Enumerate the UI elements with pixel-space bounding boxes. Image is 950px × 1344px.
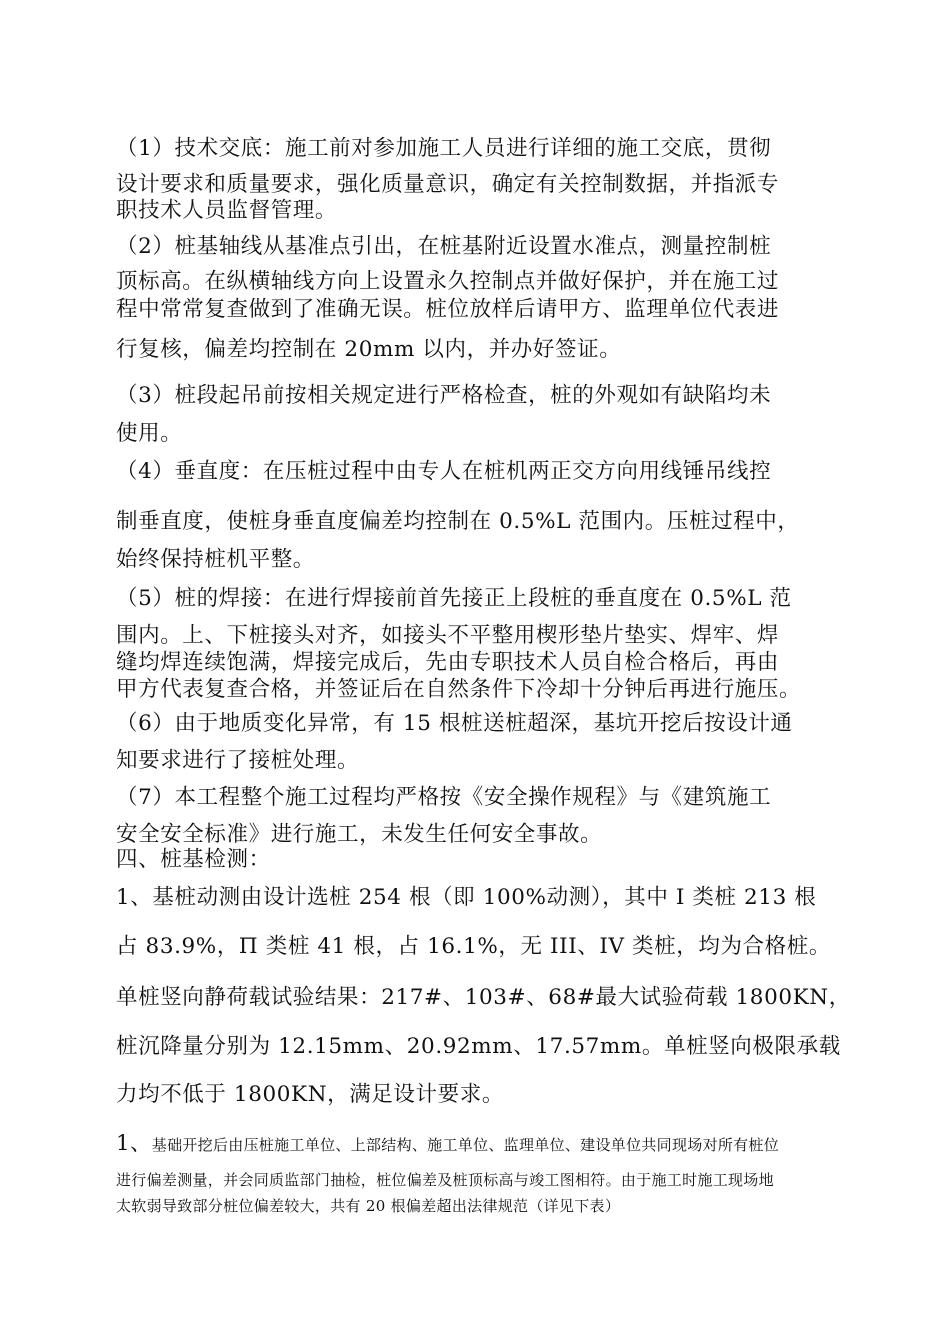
paragraph-1-line-3: 职技术人员监督管理。	[116, 198, 338, 223]
paragraph-4-line-3: 始终保持桩机平整。	[116, 547, 315, 572]
paragraph-8-line-2: 占 83.9%，Π 类桩 41 根，占 16.1%，无 III、IV 类桩，均为合格桩。	[116, 934, 831, 959]
section-heading: 四、桩基检测：	[116, 847, 271, 872]
paragraph-3-line-2: 使用。	[116, 421, 183, 446]
paragraph-5-line-4: 甲方代表复查合格，并签证后在自然条件下冷却十分钟后再进行施压。	[116, 677, 802, 702]
paragraph-8-line-3: 单桩竖向静荷载试验结果：217#、103#、68#最大试验荷载 1800KN，	[116, 985, 851, 1010]
paragraph-5-line-3: 缝均焊连续饱满，焊接完成后，先由专职技术人员自检合格后，再由	[116, 650, 780, 675]
paragraph-2-line-2: 顶标高。在纵横轴线方向上设置永久控制点并做好保护，并在施工过	[116, 269, 780, 294]
paragraph-5-line-2: 围内。上、下桩接头对齐，如接头不平整用楔形垫片垫实、焊牢、焊	[116, 623, 780, 648]
paragraph-8-line-4: 桩沉降量分别为 12.15mm、20.92mm、17.57mm。单桩竖向极限承载	[116, 1034, 841, 1059]
paragraph-2-line-4: 行复核，偏差均控制在 20mm 以内，并办好签证。	[116, 337, 622, 362]
paragraph-5-line-1: （5）桩的焊接：在进行焊接前首先接正上段桩的垂直度在 0.5%L 范	[116, 586, 792, 611]
paragraph-6-line-1: （6）由于地质变化异常，有 15 根桩送桩超深，基坑开挖后按设计通	[116, 711, 793, 736]
paragraph-3-line-1: （3）桩段起吊前按相关规定进行严格检查，桩的外观如有缺陷均未	[116, 383, 772, 408]
paragraph-6-line-2: 知要求进行了接桩处理。	[116, 748, 360, 773]
paragraph-4-line-2: 制垂直度，使桩身垂直度偏差均控制在 0.5%L 范围内。压桩过程中，	[116, 509, 800, 534]
paragraph-7-line-1: （7）本工程整个施工过程均严格按《安全操作规程》与《建筑施工	[116, 785, 772, 810]
paragraph-1-line-2: 设计要求和质量要求，强化质量意识，确定有关控制数据，并指派专	[116, 172, 780, 197]
paragraph-4-line-1: （4）垂直度：在压桩过程中由专人在桩机两正交方向用线锤吊线控	[116, 459, 772, 484]
paragraph-9-line-2: 进行偏差测量，并会同质监部门抽检，桩位偏差及桩顶标高与竣工图相符。由于施工时施工现场地	[116, 1171, 774, 1189]
paragraph-8-line-1: 1、基桩动测由设计选桩 254 根（即 100%动测），其中 I 类桩 213 根	[116, 885, 817, 910]
paragraph-1-line-1: （1）技术交底：施工前对参加施工人员进行详细的施工交底，贯彻	[116, 136, 772, 161]
paragraph-9-line-1	[116, 1132, 856, 1157]
paragraph-9-line-1-text: 基础开挖后由压桩施工单位、上部结构、施工单位、监理单位、建设单位共同现场对所有桩位	[151, 1136, 780, 1154]
paragraph-9-line-3: 太软弱导致部分桩位偏差较大，共有 20 根偏差超出法律规范（详见下表）	[116, 1197, 621, 1215]
paragraph-9-prefix: 1、	[116, 1131, 152, 1156]
paragraph-7-line-2: 安全安全标准》进行施工，未发生任何安全事故。	[116, 822, 603, 847]
paragraph-2-line-1: （2）桩基轴线从基准点引出，在桩基附近设置水准点，测量控制桩	[116, 234, 772, 259]
paragraph-2-line-3: 程中常常复查做到了准确无误。桩位放样后请甲方、监理单位代表进	[116, 297, 780, 322]
paragraph-8-line-5: 力均不低于 1800KN，满足设计要求。	[116, 1082, 504, 1107]
